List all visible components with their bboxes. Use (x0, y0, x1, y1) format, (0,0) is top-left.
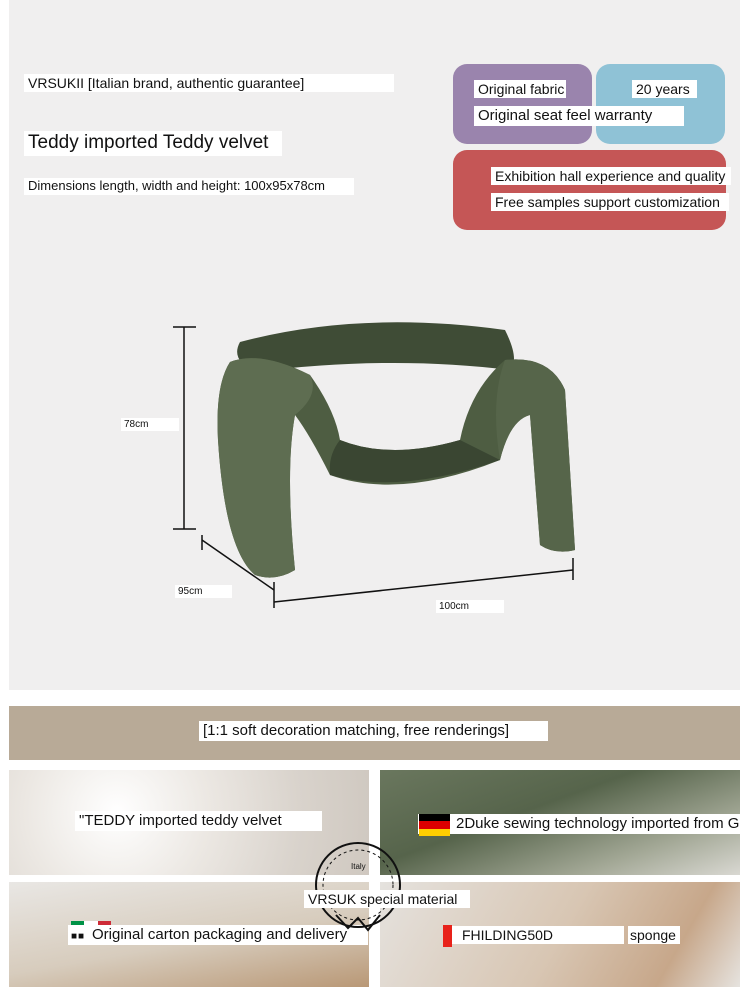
sponge-brand-label (452, 926, 624, 944)
stamp-label: Italy (351, 862, 366, 871)
germany-flag-icon (419, 814, 450, 836)
banner-text: [1:1 soft decoration matching, free renderings] (199, 721, 548, 741)
sponge-label: sponge (628, 926, 680, 944)
badge-fabric-label: Original fabric (474, 80, 566, 98)
italy-flag-icon (71, 921, 111, 925)
depth-dimension-label: 95cm (175, 585, 232, 598)
badge-hall-label: Exhibition hall experience and quality (491, 167, 731, 185)
bullet-squares: ■■ (71, 931, 86, 942)
sewing-feature (418, 814, 750, 834)
chair-shape (218, 322, 576, 577)
badge-samples-label: Free samples support customization (491, 193, 729, 211)
sewing-feature-label: 2Duke sewing technology imported from G (456, 815, 740, 832)
dimensions-text: Dimensions length, width and height: 100x95x78cm (24, 178, 354, 195)
brand-tagline: VRSUKII [Italian brand, authentic guarantee] (24, 74, 394, 92)
width-dimension-label: 100cm (436, 600, 504, 613)
special-material-label: VRSUK special material (304, 890, 470, 908)
service-badge (453, 150, 726, 230)
badge-years-label: 20 years (632, 80, 697, 98)
warranty-badge (596, 64, 725, 144)
chair-illustration (160, 300, 590, 620)
badge-seat-warranty-label: Original seat feel warranty (474, 106, 684, 126)
teddy-velvet-feature: "TEDDY imported teddy velvet (75, 811, 322, 831)
fabric-badge (453, 64, 592, 144)
packaging-feature-label: Original carton packaging and delivery (92, 926, 348, 943)
red-flag-icon (443, 925, 452, 947)
product-title: Teddy imported Teddy velvet (24, 131, 282, 156)
height-dimension-label: 78cm (121, 418, 179, 431)
sponge-brand-text: FHILDING50D (462, 927, 554, 943)
